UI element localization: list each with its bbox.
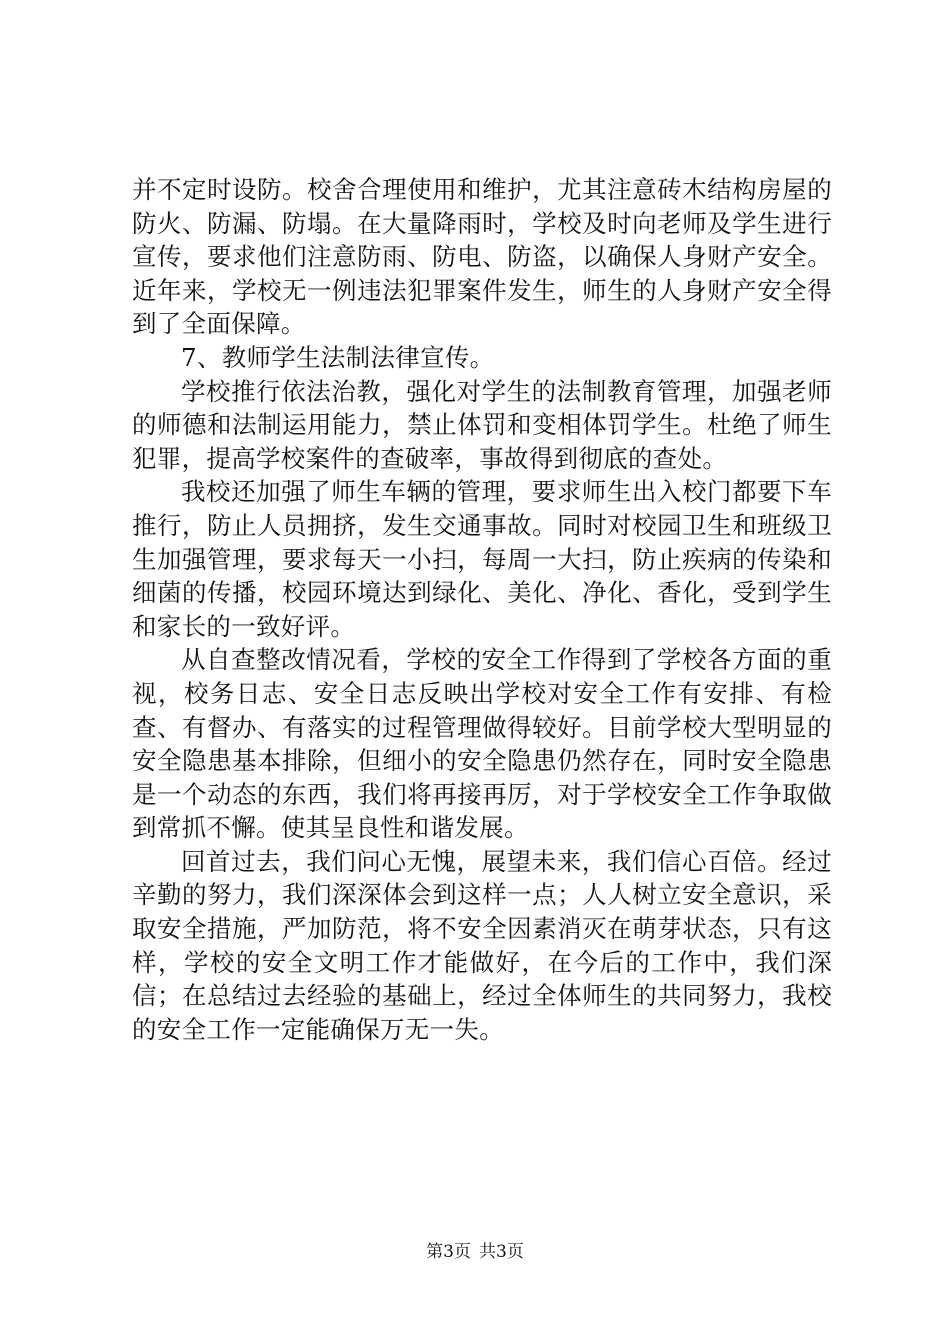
page-number: 第3页	[426, 1242, 471, 1262]
paragraph-continuation: 并不定时设防。校舍合理使用和维护，尤其注意砖木结构房屋的防火、防漏、防塌。在大量降雨时，学校及时向老师及学生进行宣传，要求他们注意防雨、防电、防盗，以确保人身财产安全。近年来，学校无一例违法犯罪案件发生，师生的人身财产安全得到了全面保障。	[132, 175, 832, 339]
paragraph: 从自查整改情况看，学校的安全工作得到了学校各方面的重视，校务日志、安全日志反映出学校对安全工作有安排、有检查、有督办、有落实的过程管理做得较好。目前学校大型明显的安全隐患基本排除，但细小的安全隐患仍然存在，同时安全隐患是一个动态的东西，我们将再接再厉，对于学校安全工作争取做到常抓不懈。使其呈良性和谐发展。	[132, 645, 832, 843]
paragraph: 学校推行依法治教，强化对学生的法制教育管理，加强老师的师德和法制运用能力，禁止体罚和变相体罚学生。杜绝了师生犯罪，提高学校案件的查破率，事故得到彻底的查处。	[132, 376, 832, 473]
page-footer	[0, 1242, 950, 1262]
section-heading: 7、教师学生法制法律宣传。	[181, 342, 495, 372]
document-body	[132, 173, 832, 1046]
paragraph: 我校还加强了师生车辆的管理，要求师生出入校门都要下车推行，防止人员拥挤，发生交通事故。同时对校园卫生和班级卫生加强管理，要求每天一小扫，每周一大扫，防止疾病的传染和细菌的传播，校园环境达到绿化、美化、净化、香化，受到学生和家长的一致好评。	[132, 477, 832, 641]
page-total: 共3页	[479, 1242, 524, 1262]
paragraph: 回首过去，我们问心无愧，展望未来，我们信心百倍。经过辛勤的努力，我们深深体会到这样一点；人人树立安全意识，采取安全措施，严加防范，将不安全因素消灭在萌芽状态，只有这样，学校的安全文明工作才能做好，在今后的工作中，我们深信；在总结过去经验的基础上，经过全体师生的共同努力，我校的安全工作一定能确保万无一失。	[132, 846, 832, 1044]
